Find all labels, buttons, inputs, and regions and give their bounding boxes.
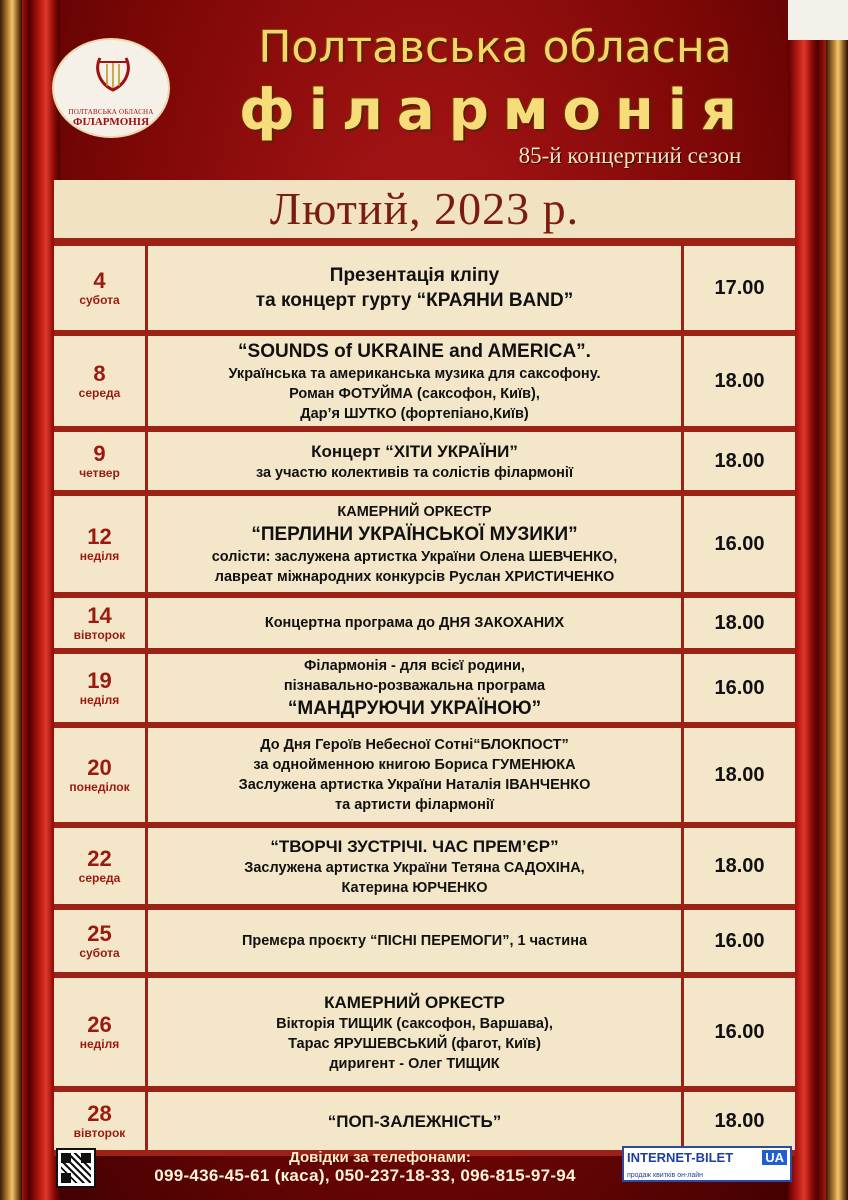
season-subtitle: 85-й концертний сезон [518,143,742,168]
event-description [148,432,684,490]
event-row[interactable] [54,496,795,592]
event-time-cell [684,828,795,904]
lyre-icon [90,50,136,96]
event-description-line: Катерина ЮРЧЕНКО [341,879,488,896]
event-date-cell [54,496,148,592]
event-row[interactable] [54,246,795,330]
event-description-line: Концертна програма до ДНЯ ЗАКОХАНИХ [264,615,565,631]
event-description-line: Філармонія - для всієї родини, [304,657,525,674]
event-time: 18.00 [714,763,765,786]
title-line-1: Полтавська обласна [258,22,732,73]
phones-title: Довідки за телефонами: [289,1149,471,1166]
event-description-line: Тарас ЯРУШЕВСЬКИЙ (фагот, Київ) [288,1035,541,1052]
event-weekday: неділя [79,693,120,707]
event-date-cell [54,654,148,722]
event-description [148,978,684,1086]
event-date: 26 [87,1012,112,1037]
left-pillar [0,0,22,1200]
event-description-line: за участю колективів та солістів філармонії [255,464,574,481]
event-date-cell [54,1092,148,1150]
event-date: 22 [87,846,112,871]
event-date: 4 [93,268,106,293]
event-weekday: понеділок [69,780,130,794]
event-description [148,1092,684,1150]
event-description-line: пізнавально-розважальна програма [283,677,546,694]
event-description-line: лавреат міжнародних конкурсів Руслан ХРИСТИЧЕНКО [214,568,615,585]
event-description-line: Українська та американська музика для саксофону. [228,365,601,382]
event-description-line: “ТВОРЧІ ЗУСТРІЧІ. ЧАС ПРЕМ’ЄР” [270,836,559,856]
event-weekday: четвер [79,466,120,480]
event-row[interactable] [54,1092,795,1150]
event-time: 18.00 [714,611,765,634]
event-time-cell [684,598,795,648]
event-weekday: неділя [79,549,120,563]
event-date: 25 [87,921,112,946]
event-weekday: субота [79,293,120,307]
event-date: 19 [87,668,112,693]
event-date: 9 [93,441,106,466]
bilet-sub: продаж квитків он-лайн [627,1172,704,1179]
event-date: 8 [93,361,106,386]
event-description-line: Презентація кліпу [329,265,500,286]
event-date-cell [54,978,148,1086]
event-date-cell [54,828,148,904]
bilet-name: INTERNET-BILET [627,1150,734,1165]
event-description [148,598,684,648]
event-time-cell [684,496,795,592]
event-time: 18.00 [714,854,765,877]
event-date-cell [54,432,148,490]
event-time: 18.00 [714,369,765,392]
title-line-2: філармонія [239,78,751,143]
event-row[interactable] [54,728,795,822]
event-row[interactable] [54,432,795,490]
event-date-cell [54,728,148,822]
event-description-line: До Дня Героїв Небесної Сотні“БЛОКПОСТ” [260,737,569,753]
event-description-line: Дар’я ШУТКО (фортепіано,Київ) [300,405,529,422]
event-time-cell [684,978,795,1086]
event-description-line: диригент - Олег ТИЩИК [329,1055,500,1072]
event-description [148,728,684,822]
event-description-line: Вікторія ТИЩИК (саксофон, Варшава), [276,1015,553,1032]
event-time: 16.00 [714,929,765,952]
event-time-cell [684,432,795,490]
event-time-cell [684,246,795,330]
event-date-cell [54,910,148,972]
event-description [148,336,684,426]
event-description-line: солісти: заслужена артистка України Олена ШЕВЧЕНКО, [211,548,618,565]
month-heading: Лютий, 2023 р. [269,183,580,234]
logo-small-text: ПОЛТАВСЬКА ОБЛАСНА [68,108,154,116]
event-weekday: середа [78,871,121,885]
row-separator [54,238,795,246]
event-description-line: за однойменною книгою Бориса ГУМЕНЮКА [253,757,576,773]
event-time-cell [684,910,795,972]
phone-numbers[interactable]: 099-436-45-61 (каса), 050-237-18-33, 096-815-97-94 [154,1166,576,1185]
event-row[interactable] [54,654,795,722]
event-date: 28 [87,1101,112,1126]
right-pillar [826,0,848,1200]
event-date: 14 [87,603,112,628]
qr-code-icon[interactable] [56,1148,96,1188]
event-row[interactable] [54,828,795,904]
event-row[interactable] [54,336,795,426]
event-description [148,654,684,722]
event-date-cell [54,336,148,426]
event-description [148,828,684,904]
event-time: 16.00 [714,1020,765,1043]
corner-background [788,0,848,40]
event-weekday: неділя [79,1037,120,1051]
event-time: 18.00 [714,1109,765,1132]
event-date-cell [54,598,148,648]
event-row[interactable] [54,978,795,1086]
event-weekday: вівторок [73,1126,126,1140]
event-weekday: вівторок [73,628,126,642]
event-time-cell [684,728,795,822]
event-description-line: КАМЕРНИЙ ОРКЕСТР [337,503,492,520]
event-date: 20 [87,755,112,780]
event-weekday: середа [78,386,121,400]
event-description [148,496,684,592]
event-weekday: субота [79,946,120,960]
event-description-line: Концерт “ХІТИ УКРАЇНИ” [311,441,518,461]
event-description-line: КАМЕРНИЙ ОРКЕСТР [324,992,505,1012]
event-description-line: та артисти філармонії [335,797,494,813]
event-time-cell [684,1092,795,1150]
event-description-line: “ПЕРЛИНИ УКРАЇНСЬКОЇ МУЗИКИ” [251,523,578,545]
event-description-line: та концерт гурту “КРАЯНИ BAND” [255,290,574,311]
event-time: 16.00 [714,676,765,699]
event-description [148,910,684,972]
event-description-line: “ПОП-ЗАЛЕЖНІСТЬ” [327,1111,502,1131]
event-description-line: Роман ФОТУЙМА (саксофон, Київ), [289,385,540,402]
event-row[interactable] [54,598,795,648]
event-description [148,246,684,330]
event-description-line: Заслужена артистка України Наталія ІВАНЧЕНКО [238,777,591,793]
event-time: 18.00 [714,449,765,472]
event-time-cell [684,336,795,426]
event-date: 12 [87,524,112,549]
event-description-line: Премєра проєкту “ПІСНІ ПЕРЕМОГИ”, 1 частина [241,933,588,949]
event-row[interactable] [54,910,795,972]
event-date-cell [54,246,148,330]
internet-bilet-logo[interactable] [622,1146,792,1182]
philharmonic-logo [52,38,170,138]
event-time-cell [684,654,795,722]
bilet-ua: UA [762,1150,787,1165]
event-time: 16.00 [714,532,765,555]
event-description-line: “SOUNDS of UKRAINE and AMERICA”. [238,340,591,362]
event-description-line: Заслужена артистка України Тетяна САДОХІНА, [244,859,585,876]
event-description-line: “МАНДРУЮЧИ УКРАЇНОЮ” [287,697,542,719]
event-time: 17.00 [714,276,765,299]
logo-big-text: ФІЛАРМОНІЯ [72,116,150,128]
